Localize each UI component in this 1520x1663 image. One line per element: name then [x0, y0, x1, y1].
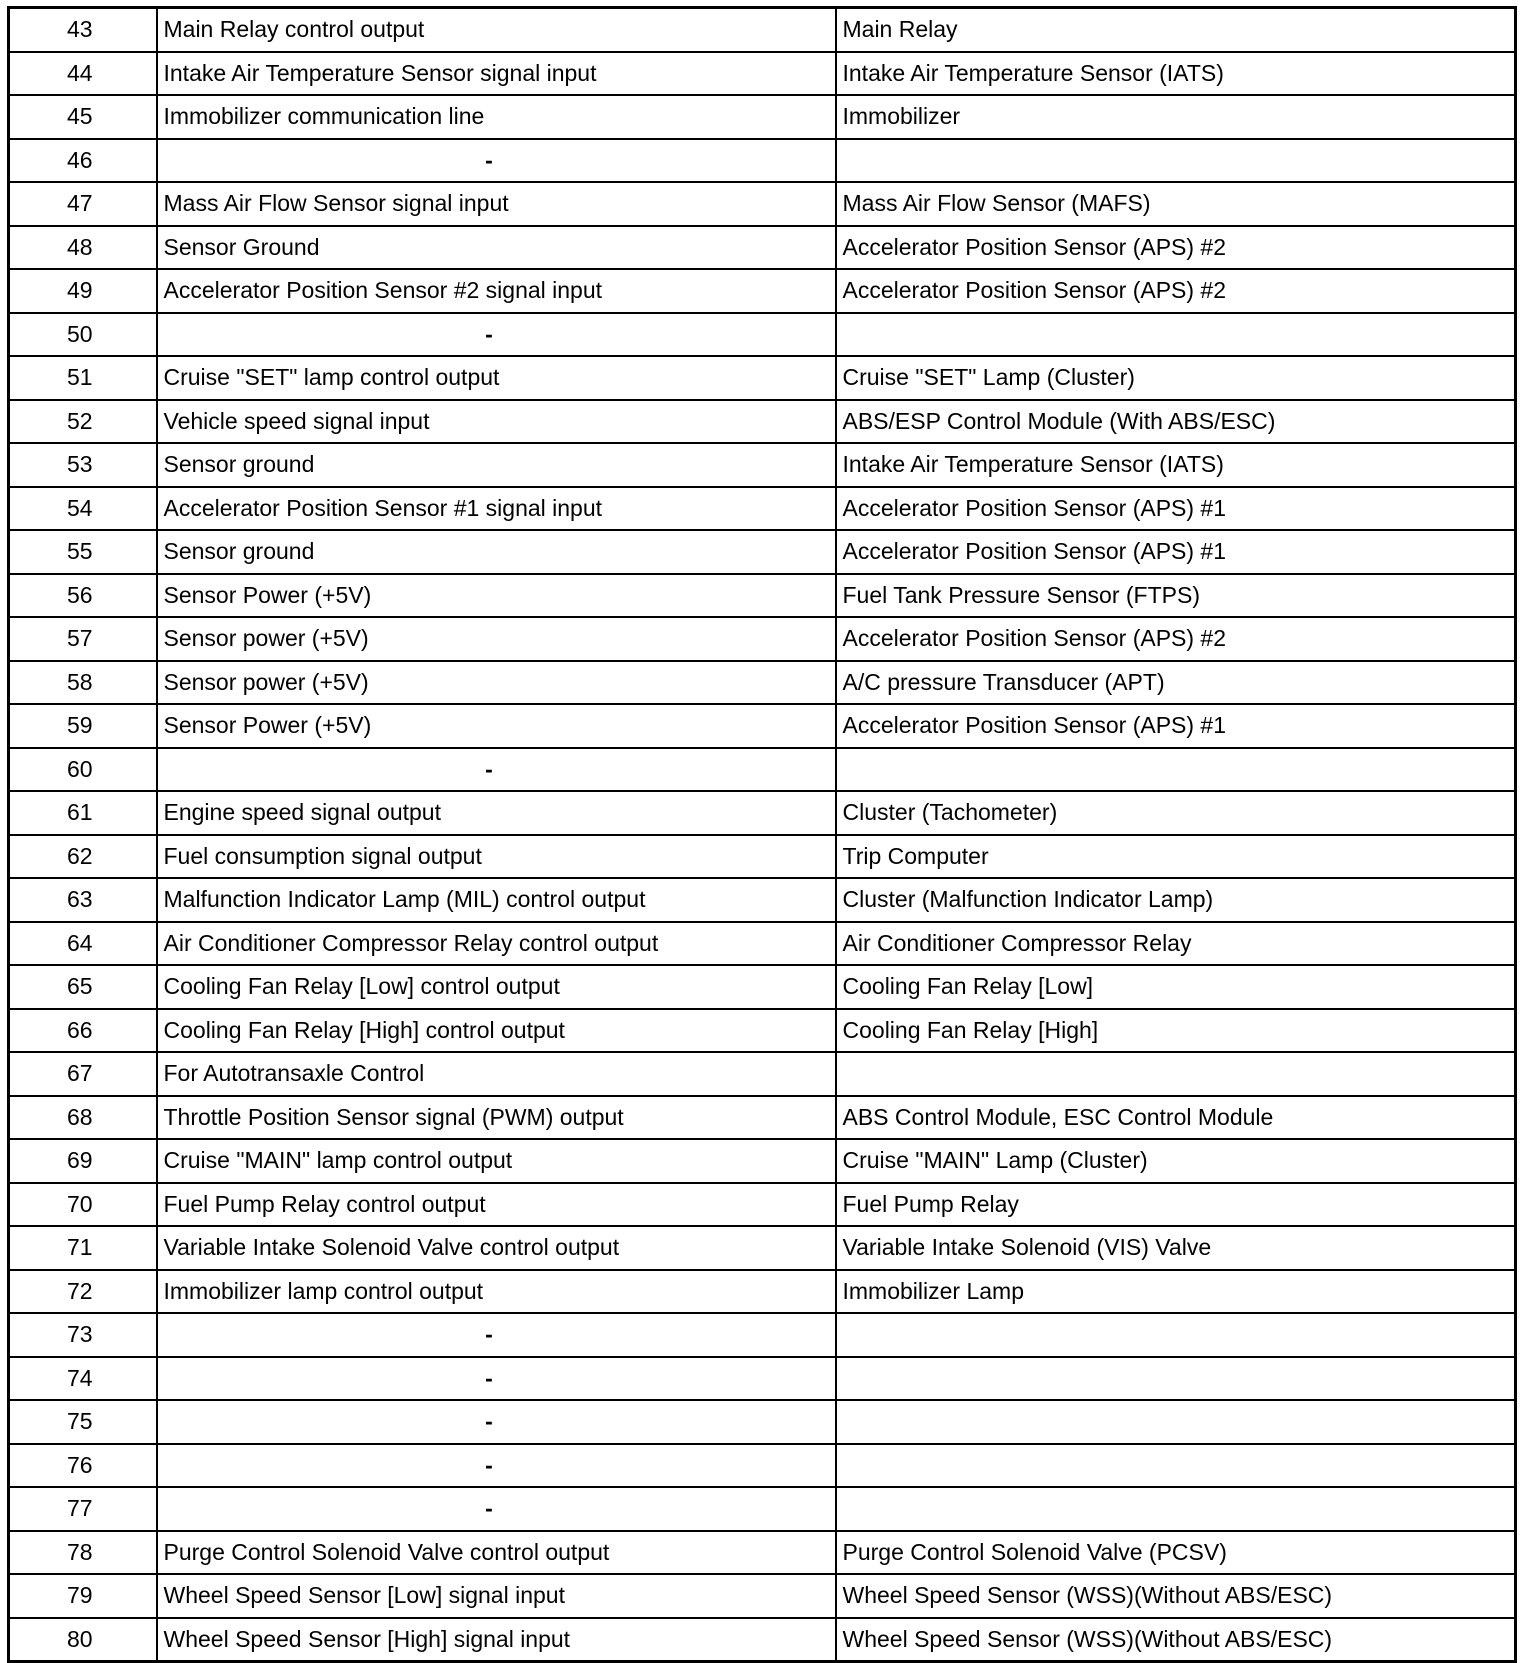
pin-number-cell: 50 [9, 313, 157, 357]
connected-to-cell: Immobilizer Lamp [836, 1270, 1516, 1314]
table-row [9, 1096, 1516, 1140]
description-cell: Cooling Fan Relay [High] control output [157, 1009, 836, 1053]
table-row [9, 226, 1516, 270]
table-row [9, 1270, 1516, 1314]
pin-number-cell: 60 [9, 748, 157, 792]
pin-number-cell: 54 [9, 487, 157, 531]
connected-to-cell: Cooling Fan Relay [High] [836, 1009, 1516, 1053]
description-cell: Cruise "MAIN" lamp control output [157, 1139, 836, 1183]
table-row [9, 1009, 1516, 1053]
table-row [9, 1313, 1516, 1357]
connected-to-cell: Accelerator Position Sensor (APS) #2 [836, 226, 1516, 270]
table-row [9, 791, 1516, 835]
pin-number-cell: 80 [9, 1618, 157, 1662]
description-cell: Sensor Ground [157, 226, 836, 270]
connected-to-cell: Accelerator Position Sensor (APS) #2 [836, 617, 1516, 661]
pin-number-cell: 44 [9, 52, 157, 96]
table-row [9, 1487, 1516, 1531]
pin-number-cell: 78 [9, 1531, 157, 1575]
pin-number-cell: 59 [9, 704, 157, 748]
table-row [9, 269, 1516, 313]
connected-to-cell: Intake Air Temperature Sensor (IATS) [836, 52, 1516, 96]
connected-to-cell [836, 1313, 1516, 1357]
connected-to-cell: Main Relay [836, 8, 1516, 52]
connected-to-cell: Accelerator Position Sensor (APS) #1 [836, 704, 1516, 748]
description-cell: For Autotransaxle Control [157, 1052, 836, 1096]
connected-to-cell: Variable Intake Solenoid (VIS) Valve [836, 1226, 1516, 1270]
pin-number-cell: 46 [9, 139, 157, 183]
connected-to-cell: Cruise "SET" Lamp (Cluster) [836, 356, 1516, 400]
table-row [9, 1400, 1516, 1444]
table-row [9, 1357, 1516, 1401]
pin-number-cell: 49 [9, 269, 157, 313]
description-cell: Intake Air Temperature Sensor signal input [157, 52, 836, 96]
connected-to-cell [836, 1444, 1516, 1488]
pin-number-cell: 77 [9, 1487, 157, 1531]
connected-to-cell: Purge Control Solenoid Valve (PCSV) [836, 1531, 1516, 1575]
connected-to-cell: Mass Air Flow Sensor (MAFS) [836, 182, 1516, 226]
connected-to-cell [836, 1400, 1516, 1444]
description-cell: Mass Air Flow Sensor signal input [157, 182, 836, 226]
connected-to-cell: ABS/ESP Control Module (With ABS/ESC) [836, 400, 1516, 444]
description-cell: Sensor Power (+5V) [157, 574, 836, 618]
connected-to-cell [836, 1357, 1516, 1401]
connected-to-cell: Fuel Pump Relay [836, 1183, 1516, 1227]
pin-number-cell: 68 [9, 1096, 157, 1140]
table-row [9, 922, 1516, 966]
table-row [9, 574, 1516, 618]
pin-number-cell: 62 [9, 835, 157, 879]
description-cell: Cooling Fan Relay [Low] control output [157, 965, 836, 1009]
description-cell: - [157, 1400, 836, 1444]
description-cell: Vehicle speed signal input [157, 400, 836, 444]
table-row [9, 400, 1516, 444]
description-cell: Accelerator Position Sensor #2 signal input [157, 269, 836, 313]
pin-number-cell: 53 [9, 443, 157, 487]
pin-number-cell: 76 [9, 1444, 157, 1488]
pin-number-cell: 69 [9, 1139, 157, 1183]
table-row [9, 1139, 1516, 1183]
description-cell: Sensor Power (+5V) [157, 704, 836, 748]
pin-number-cell: 64 [9, 922, 157, 966]
description-cell: Sensor power (+5V) [157, 617, 836, 661]
connected-to-cell: Cluster (Malfunction Indicator Lamp) [836, 878, 1516, 922]
table-row [9, 965, 1516, 1009]
connected-to-cell: Cruise "MAIN" Lamp (Cluster) [836, 1139, 1516, 1183]
pin-table-body [9, 8, 1516, 1662]
connected-to-cell [836, 748, 1516, 792]
connected-to-cell: ABS Control Module, ESC Control Module [836, 1096, 1516, 1140]
table-row [9, 835, 1516, 879]
description-cell: Engine speed signal output [157, 791, 836, 835]
pin-number-cell: 61 [9, 791, 157, 835]
connected-to-cell: Intake Air Temperature Sensor (IATS) [836, 443, 1516, 487]
connected-to-cell [836, 1052, 1516, 1096]
description-cell: Cruise "SET" lamp control output [157, 356, 836, 400]
pin-number-cell: 70 [9, 1183, 157, 1227]
connected-to-cell: Cluster (Tachometer) [836, 791, 1516, 835]
description-cell: Fuel Pump Relay control output [157, 1183, 836, 1227]
table-row [9, 878, 1516, 922]
description-cell: Immobilizer communication line [157, 95, 836, 139]
description-cell: - [157, 1313, 836, 1357]
pin-number-cell: 65 [9, 965, 157, 1009]
connected-to-cell [836, 1487, 1516, 1531]
table-row [9, 313, 1516, 357]
pin-number-cell: 73 [9, 1313, 157, 1357]
description-cell: - [157, 1487, 836, 1531]
table-row [9, 182, 1516, 226]
description-cell: Throttle Position Sensor signal (PWM) output [157, 1096, 836, 1140]
pin-number-cell: 63 [9, 878, 157, 922]
pin-number-cell: 71 [9, 1226, 157, 1270]
table-row [9, 661, 1516, 705]
pin-number-cell: 72 [9, 1270, 157, 1314]
description-cell: Immobilizer lamp control output [157, 1270, 836, 1314]
pin-number-cell: 47 [9, 182, 157, 226]
pin-number-cell: 58 [9, 661, 157, 705]
pin-number-cell: 51 [9, 356, 157, 400]
connected-to-cell: Accelerator Position Sensor (APS) #1 [836, 487, 1516, 531]
pin-number-cell: 52 [9, 400, 157, 444]
table-row [9, 52, 1516, 96]
connected-to-cell: Trip Computer [836, 835, 1516, 879]
description-cell: Sensor ground [157, 530, 836, 574]
pin-number-cell: 74 [9, 1357, 157, 1401]
table-row [9, 1574, 1516, 1618]
pin-number-cell: 57 [9, 617, 157, 661]
pin-number-cell: 43 [9, 8, 157, 52]
pin-number-cell: 48 [9, 226, 157, 270]
table-row [9, 8, 1516, 52]
connected-to-cell: A/C pressure Transducer (APT) [836, 661, 1516, 705]
connected-to-cell: Wheel Speed Sensor (WSS)(Without ABS/ESC) [836, 1574, 1516, 1618]
pin-number-cell: 45 [9, 95, 157, 139]
description-cell: - [157, 748, 836, 792]
connected-to-cell [836, 313, 1516, 357]
table-row [9, 1531, 1516, 1575]
table-row [9, 1226, 1516, 1270]
description-cell: Air Conditioner Compressor Relay control output [157, 922, 836, 966]
table-row [9, 704, 1516, 748]
table-row [9, 1052, 1516, 1096]
pin-number-cell: 75 [9, 1400, 157, 1444]
description-cell: Accelerator Position Sensor #1 signal input [157, 487, 836, 531]
description-cell: Purge Control Solenoid Valve control output [157, 1531, 836, 1575]
table-row [9, 487, 1516, 531]
table-row [9, 1444, 1516, 1488]
connected-to-cell: Air Conditioner Compressor Relay [836, 922, 1516, 966]
description-cell: - [157, 313, 836, 357]
connected-to-cell: Immobilizer [836, 95, 1516, 139]
table-row [9, 139, 1516, 183]
connected-to-cell: Accelerator Position Sensor (APS) #1 [836, 530, 1516, 574]
pin-function-table [7, 6, 1517, 1663]
table-row [9, 1618, 1516, 1662]
table-row [9, 95, 1516, 139]
table-row [9, 1183, 1516, 1227]
pin-number-cell: 67 [9, 1052, 157, 1096]
table-row [9, 617, 1516, 661]
description-cell: Sensor power (+5V) [157, 661, 836, 705]
pin-number-cell: 55 [9, 530, 157, 574]
description-cell: Variable Intake Solenoid Valve control output [157, 1226, 836, 1270]
description-cell: - [157, 139, 836, 183]
connected-to-cell: Wheel Speed Sensor (WSS)(Without ABS/ESC) [836, 1618, 1516, 1662]
connected-to-cell: Accelerator Position Sensor (APS) #2 [836, 269, 1516, 313]
pin-number-cell: 56 [9, 574, 157, 618]
table-row [9, 530, 1516, 574]
connected-to-cell: Fuel Tank Pressure Sensor (FTPS) [836, 574, 1516, 618]
pin-number-cell: 79 [9, 1574, 157, 1618]
table-row [9, 356, 1516, 400]
description-cell: Malfunction Indicator Lamp (MIL) control output [157, 878, 836, 922]
table-row [9, 748, 1516, 792]
pin-number-cell: 66 [9, 1009, 157, 1053]
description-cell: - [157, 1357, 836, 1401]
description-cell: Wheel Speed Sensor [High] signal input [157, 1618, 836, 1662]
description-cell: Wheel Speed Sensor [Low] signal input [157, 1574, 836, 1618]
description-cell: - [157, 1444, 836, 1488]
description-cell: Sensor ground [157, 443, 836, 487]
table-row [9, 443, 1516, 487]
description-cell: Main Relay control output [157, 8, 836, 52]
connected-to-cell [836, 139, 1516, 183]
connected-to-cell: Cooling Fan Relay [Low] [836, 965, 1516, 1009]
description-cell: Fuel consumption signal output [157, 835, 836, 879]
